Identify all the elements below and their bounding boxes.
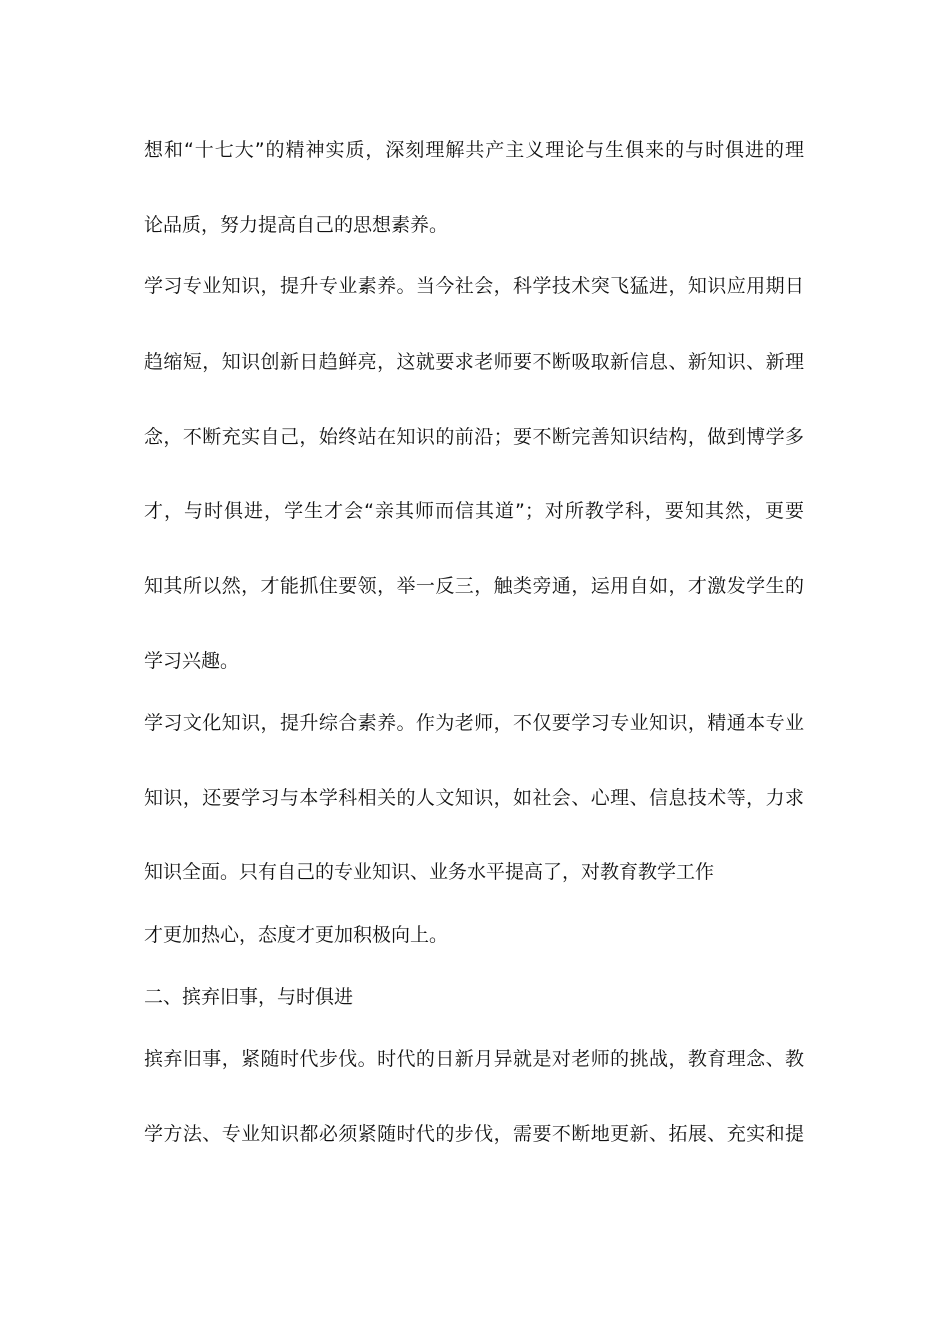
text-line: 论品质，努力提高自己的思想素养。 [144,214,449,236]
text-line: 学习文化知识，提升综合素养。作为老师，不仅要学习专业知识，精通本专业 [144,712,804,734]
text-line: 学习专业知识，提升专业素养。当今社会，科学技术突飞猛进，知识应用期日 [144,275,804,297]
text-line: 知其所以然，才能抓住要领，举一反三，触类旁通，运用自如，才激发学生的 [144,575,804,597]
text-line: 才更加热心，态度才更加积极向上。 [144,924,449,946]
text-line: 想和“十七大”的精神实质，深刻理解共产主义理论与生俱来的与时俱进的理 [144,139,804,161]
text-line: 知识全面。只有自己的专业知识、业务水平提高了，对教育教学工作 [144,861,715,883]
text-line: 才，与时俱进，学生才会“亲其师而信其道”；对所教学科，要知其然，更要 [144,500,804,522]
text-line: 学方法、专业知识都必须紧随时代的步伐，需要不断地更新、拓展、充实和提 [144,1123,804,1145]
text-line: 趋缩短，知识创新日趋鲜亮，这就要求老师要不断吸取新信息、新知识、新理 [144,351,804,373]
text-line: 摈弃旧事，紧随时代步伐。时代的日新月异就是对老师的挑战，教育理念、教 [144,1048,804,1070]
text-line: 学习兴趣。 [144,650,240,672]
text-line: 念，不断充实自己，始终站在知识的前沿；要不断完善知识结构，做到博学多 [144,426,804,448]
text-line: 知识，还要学习与本学科相关的人文知识，如社会、心理、信息技术等，力求 [144,787,804,809]
section-heading: 二、摈弃旧事，与时俱进 [144,986,354,1008]
